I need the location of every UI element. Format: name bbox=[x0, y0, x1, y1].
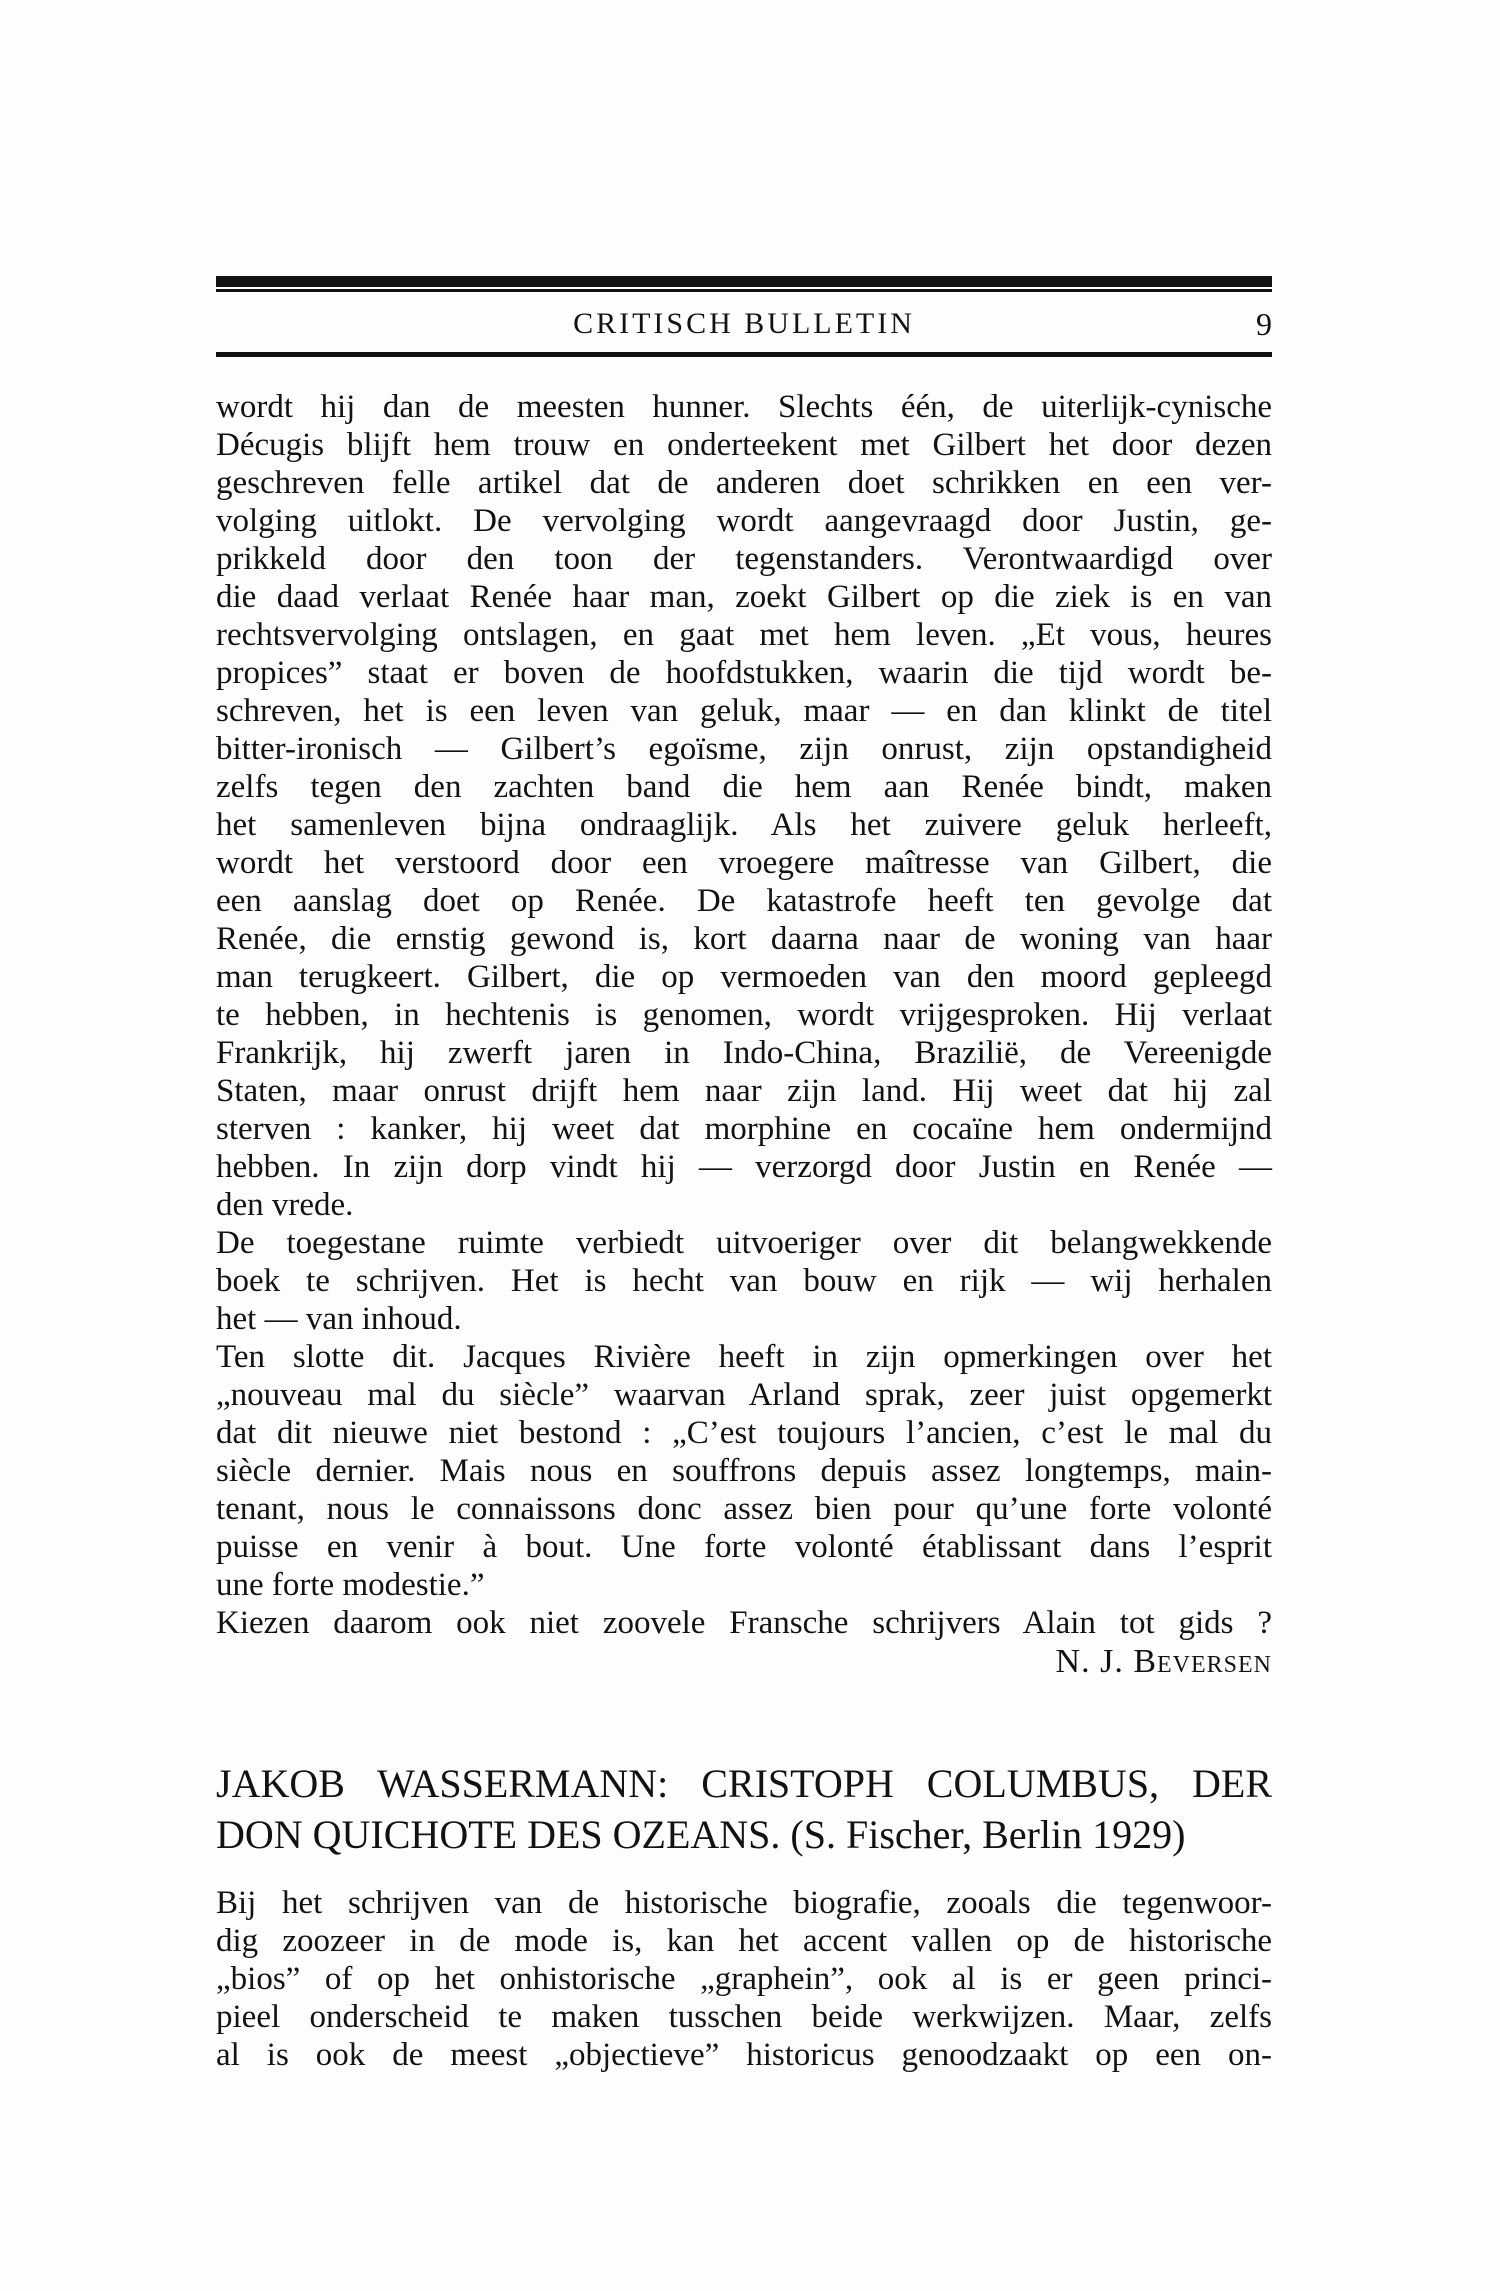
text-line: dig zoozeer in de mode is, kan het accent vallen op de historische bbox=[216, 1923, 1272, 1959]
text-line: te hebben, in hechtenis is genomen, wordt vrijgesproken. Hij verlaat bbox=[216, 997, 1272, 1033]
text-line: De toegestane ruimte verbiedt uitvoeriger over dit belangwekkende bbox=[216, 1225, 1272, 1261]
text-line: „nouveau mal du siècle” waarvan Arland sprak, zeer juist opgemerkt bbox=[216, 1377, 1272, 1413]
text-line: pieel onderscheid te maken tusschen beide werkwijzen. Maar, zelfs bbox=[216, 1999, 1272, 2035]
text-line: geschreven felle artikel dat de anderen doet schrikken en een ver- bbox=[216, 465, 1272, 501]
text-line: tenant, nous le connaissons donc assez bien pour qu’une forte volonté bbox=[216, 1491, 1272, 1527]
text-line: die daad verlaat Renée haar man, zoekt Gilbert op die ziek is en van bbox=[216, 579, 1272, 615]
journal-title: CRITISCH BULLETIN bbox=[573, 307, 915, 340]
text-line: den vrede. bbox=[216, 1187, 354, 1223]
review-lines bbox=[216, 388, 1272, 1642]
header-rule-thin bbox=[216, 289, 1272, 292]
text-line: al is ook de meest „objectieve” historicus genoodzaakt op een on- bbox=[216, 2037, 1272, 2073]
text-line: Renée, die ernstig gewond is, kort daarna naar de woning van haar bbox=[216, 921, 1272, 957]
article-heading-line1: JAKOB WASSERMANN: CRISTOPH COLUMBUS, DER bbox=[216, 1761, 1272, 1806]
text-line: wordt hij dan de meesten hunner. Slechts één, de uiterlijk-cynische bbox=[216, 389, 1272, 425]
text-line: schreven, het is een leven van geluk, maar — en dan klinkt de titel bbox=[216, 693, 1272, 729]
text-line: „bios” of op het onhistorische „graphein”, ook al is er geen princi- bbox=[216, 1961, 1272, 1997]
text-line: rechtsvervolging ontslagen, en gaat met hem leven. „Et vous, heures bbox=[216, 617, 1272, 653]
masthead bbox=[216, 305, 1272, 343]
header-rule-bottom bbox=[216, 352, 1272, 357]
text-line: een aanslag doet op Renée. De katastrofe heeft ten gevolge dat bbox=[216, 883, 1272, 919]
page-number: 9 bbox=[1256, 306, 1272, 342]
header-rule-thick bbox=[216, 276, 1272, 287]
text-line: propices” staat er boven de hoofdstukken, waarin die tijd wordt be- bbox=[216, 655, 1272, 691]
text-line: siècle dernier. Mais nous en souffrons depuis assez longtemps, main- bbox=[216, 1453, 1272, 1489]
author-signature: N. J. Beversen bbox=[1055, 1643, 1272, 1680]
text-line: hebben. In zijn dorp vindt hij — verzorgd door Justin en Renée — bbox=[216, 1149, 1272, 1185]
text-line: volging uitlokt. De vervolging wordt aangevraagd door Justin, ge- bbox=[216, 503, 1272, 539]
text-line: prikkeld door den toon der tegenstanders. Verontwaardigd over bbox=[216, 541, 1272, 577]
text-line: Bij het schrijven van de historische biografie, zooals die tegenwoor- bbox=[216, 1885, 1272, 1921]
text-line: sterven : kanker, hij weet dat morphine en cocaïne hem ondermijnd bbox=[216, 1111, 1272, 1147]
text-line: het — van inhoud. bbox=[216, 1301, 462, 1337]
text-line: man terugkeert. Gilbert, die op vermoeden van den moord gepleegd bbox=[216, 959, 1272, 995]
text-line: bitter-ironisch — Gilbert’s egoïsme, zijn onrust, zijn opstandigheid bbox=[216, 731, 1272, 767]
text-line: puisse en venir à bout. Une forte volonté établissant dans l’esprit bbox=[216, 1529, 1272, 1565]
article-text bbox=[216, 1884, 1272, 2074]
text-line: Frankrijk, hij zwerft jaren in Indo-China, Brazilië, de Vereenigde bbox=[216, 1035, 1272, 1071]
text-line: het samenleven bijna ondraaglijk. Als het zuivere geluk herleeft, bbox=[216, 807, 1272, 843]
page-header bbox=[216, 276, 1272, 357]
article-heading-line2: DON QUICHOTE DES OZEANS. (S. Fischer, Berlin 1929) bbox=[216, 1812, 1186, 1857]
text-line: Kiezen daarom ook niet zoovele Fransche schrijvers Alain tot gids ? bbox=[216, 1605, 1272, 1641]
text-line: une forte modestie.” bbox=[216, 1567, 485, 1603]
review-text bbox=[216, 388, 1272, 2074]
text-line: dat dit nieuwe niet bestond : „C’est toujours l’ancien, c’est le mal du bbox=[216, 1415, 1272, 1451]
text-line: Staten, maar onrust drijft hem naar zijn land. Hij weet dat hij zal bbox=[216, 1073, 1272, 1109]
article-heading bbox=[216, 1758, 1272, 1860]
text-line: boek te schrijven. Het is hecht van bouw en rijk — wij herhalen bbox=[216, 1263, 1272, 1299]
text-line: Ten slotte dit. Jacques Rivière heeft in zijn opmerkingen over het bbox=[216, 1339, 1272, 1375]
text-line: wordt het verstoord door een vroegere maîtresse van Gilbert, die bbox=[216, 845, 1272, 881]
text-line: zelfs tegen den zachten band die hem aan Renée bindt, maken bbox=[216, 769, 1272, 805]
text-line: Décugis blijft hem trouw en onderteekent met Gilbert het door dezen bbox=[216, 427, 1272, 463]
text-column bbox=[216, 0, 1272, 2074]
